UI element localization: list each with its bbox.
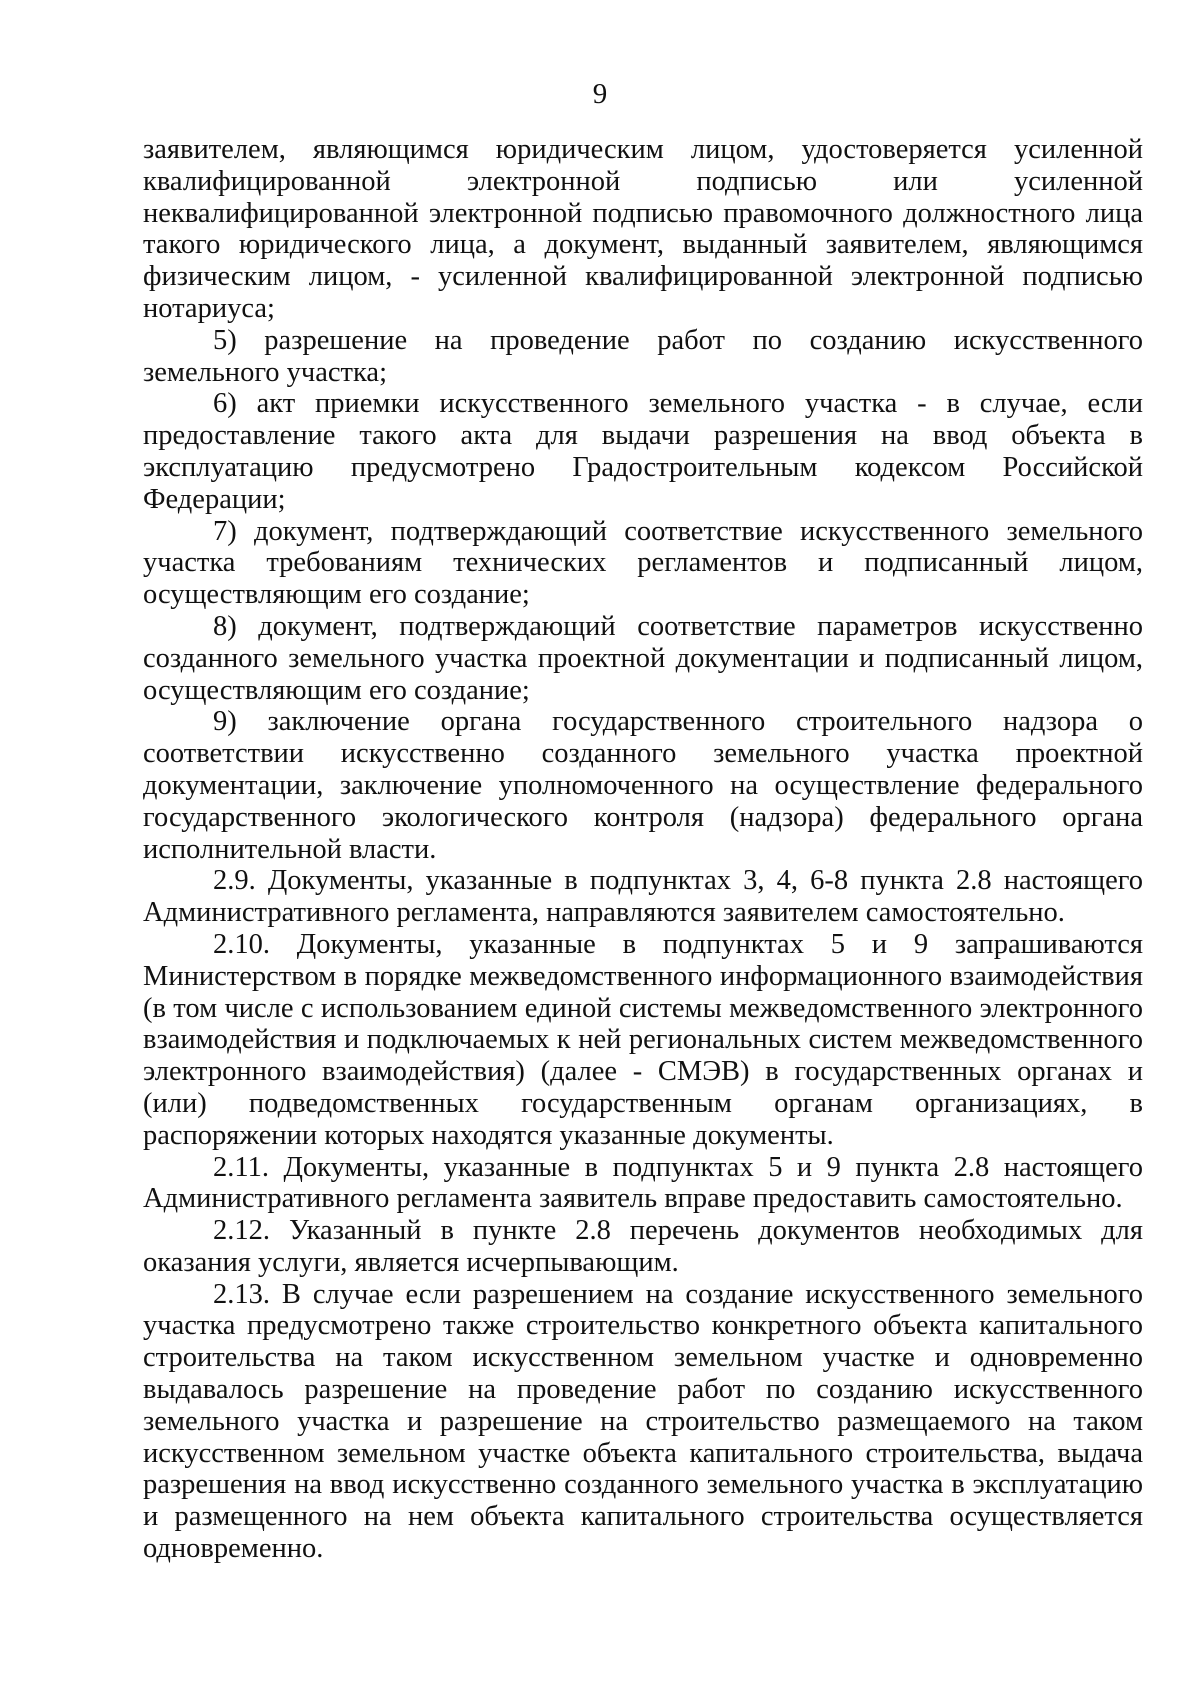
document-body: [143, 134, 1143, 1565]
paragraph-2-10: 2.10. Документы, указанные в подпунктах 5 и 9 запрашиваются Министерством в порядке межведомственного информационного взаимодействия (в том числе с использованием единой системы межведомственного электронного взаимодействия и подключаемых к ней региональных систем межведомственного электронного взаимодействия) (далее - СМЭВ) в государственных органах и (или) подведомственных государственным органам организациях, в распоряжении которых находятся указанные документы.: [143, 928, 1143, 1151]
paragraph-item-8: 8) документ, подтверждающий соответствие параметров искусственно созданного земельного участка проектной документации и подписанный лицом, осуществляющим его создание;: [143, 610, 1143, 706]
paragraph-item-9: 9) заключение органа государственного строительного надзора о соответствии искусственно созданного земельного участка проектной документации, заключение уполномоченного на осуществление федерального государственного экологического контроля (надзора) федерального органа исполнительной власти.: [143, 706, 1143, 865]
paragraph-2-9: 2.9. Документы, указанные в подпунктах 3, 4, 6-8 пункта 2.8 настоящего Административного регламента, направляются заявителем самостоятельно.: [143, 865, 1143, 929]
paragraph-item-5: 5) разрешение на проведение работ по созданию искусственного земельного участка;: [143, 324, 1143, 388]
paragraph-continuation: заявителем, являющимся юридическим лицом, удостоверяется усиленной квалифицированной электронной подписью или усиленной неквалифицированной электронной подписью правомочного должностного лица такого юридического лица, а документ, выданный заявителем, являющимся физическим лицом, - усиленной квалифицированной электронной подписью нотариуса;: [143, 134, 1143, 324]
paragraph-2-11: 2.11. Документы, указанные в подпунктах 5 и 9 пункта 2.8 настоящего Административного регламента заявитель вправе предоставить самостоятельно.: [143, 1151, 1143, 1215]
paragraph-item-7: 7) документ, подтверждающий соответствие искусственного земельного участка требованиям технических регламентов и подписанный лицом, осуществляющим его создание;: [143, 515, 1143, 611]
paragraph-item-6: 6) акт приемки искусственного земельного участка - в случае, если предоставление такого акта для выдачи разрешения на ввод объекта в эксплуатацию предусмотрено Градостроительным кодексом Российской Федерации;: [143, 388, 1143, 515]
paragraph-2-12: 2.12. Указанный в пункте 2.8 перечень документов необходимых для оказания услуги, является исчерпывающим.: [143, 1215, 1143, 1278]
paragraph-2-13: 2.13. В случае если разрешением на создание искусственного земельного участка предусмотрено также строительство конкретного объекта капитального строительства на таком искусственном земельном участке и одновременно выдавалось разрешение на проведение работ по созданию искусственного земельного участка и разрешение на строительство размещаемого на таком искусственном земельном участке объекта капитального строительства, выдача разрешения на ввод искусственно созданного земельного участка в эксплуатацию и размещенного на нем объекта капитального строительства осуществляется одновременно.: [143, 1278, 1143, 1565]
page-number: 9: [592, 78, 608, 110]
